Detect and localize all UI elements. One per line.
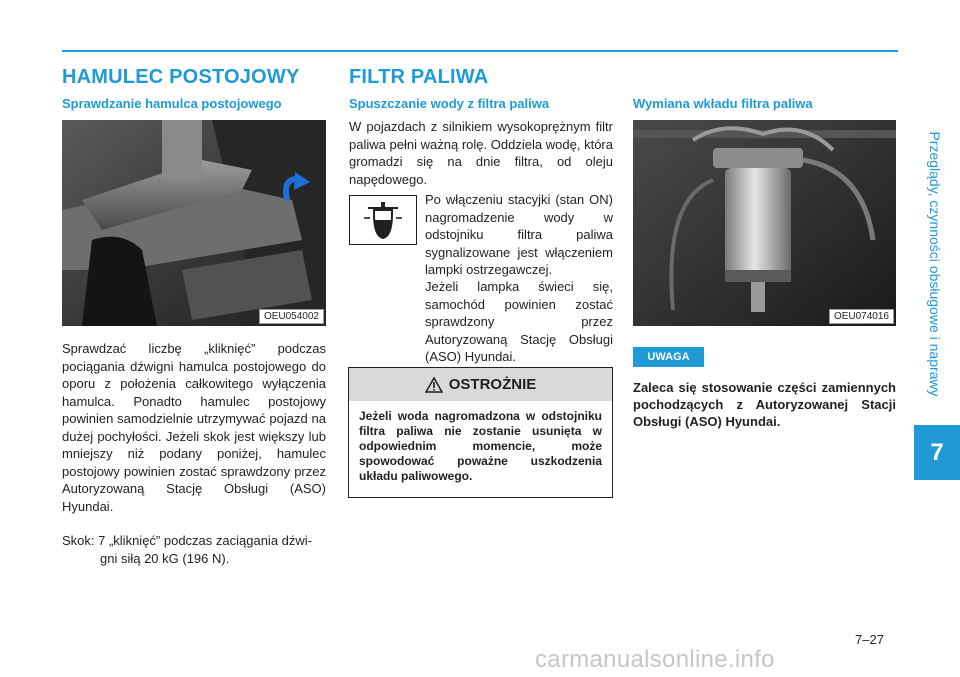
- service-paragraph: Jeżeli lampka świeci się, samochód powinien zostać sprawdzony przez Autoryzowaną Stację Obsługi (ASO) Hyundai.: [425, 279, 613, 364]
- parking-brake-photo: [62, 120, 326, 326]
- caution-title: OSTROŻNIE: [448, 376, 537, 393]
- section-title-fuel-filter: FILTR PALIWA: [349, 66, 489, 88]
- watermark: carmanualsonline.info: [535, 646, 775, 673]
- warning-lamp-paragraph: Po włączeniu stacyjki (stan ON) nagromadzenie wody w odstojniku filtra paliwa sygnalizowane jest włączeniem lampki ostrzegawczej.: [425, 192, 613, 277]
- fuel-filter-intro: W pojazdach z silnikiem wysokoprężnym filtr paliwa pełni ważną rolę. Oddziela wodę, która gromadzi się na dnie filtra, od oleju napędowego.: [349, 119, 613, 187]
- image-label: OEU074016: [829, 309, 894, 324]
- fuel-filter-water-icon: [349, 195, 417, 245]
- stroke-spec-line2: gni siłą 20 kG (196 N).: [100, 551, 230, 566]
- subtitle-parking-brake-check: Sprawdzanie hamulca postojowego: [62, 96, 282, 111]
- section-title-parking-brake: HAMULEC POSTOJOWY: [62, 66, 300, 88]
- top-rule: [62, 50, 898, 52]
- caution-box: [348, 367, 613, 498]
- note-text: Zaleca się stosowanie części zamiennych pochodzących z Autoryzowanej Stacji Obsługi (ASO) Hyundai.: [633, 380, 896, 429]
- image-label: OEU054002: [259, 309, 324, 324]
- note-badge: UWAGA: [633, 347, 704, 367]
- stroke-spec-line1: Skok: 7 „kliknięć” podczas zaciągania dźwi-: [62, 533, 312, 548]
- warning-triangle-icon: [425, 377, 443, 393]
- chapter-number: 7: [914, 425, 960, 480]
- parking-brake-illustration: [62, 120, 326, 326]
- caution-header: [349, 368, 612, 401]
- page-number: 7–27: [855, 632, 884, 647]
- subtitle-drain-water: Spuszczanie wody z filtra paliwa: [349, 96, 550, 111]
- parking-brake-body: Sprawdzać liczbę „kliknięć” podczas pociągania dźwigni hamulca postojowego do oporu z położenia całkowitego wyłączenia hamulca. Ponadto hamulec postojowy powinien samodzielnie utrzymywać pojazd na dużej pochyłości. Jeżeli skok jest większy lub mniejszy niż podany poniżej, hamulec postojowy powinien zostać sprawdzony przez Autoryzowaną Stację Obsługi (ASO) Hyundai.: [62, 341, 326, 514]
- side-chapter-title: Przeglądy, czynności obsługowe i naprawy: [927, 131, 943, 397]
- caution-text: Jeżeli woda nagromadzona w odstojniku filtra paliwa nie zostanie usunięta w odpowiednim momencie, może spowodować poważne uszkodzenia układu paliwowego.: [359, 409, 602, 483]
- subtitle-filter-replacement: Wymiana wkładu filtra paliwa: [633, 96, 813, 111]
- fuel-filter-illustration: [633, 120, 896, 326]
- fuel-filter-photo: [633, 120, 896, 326]
